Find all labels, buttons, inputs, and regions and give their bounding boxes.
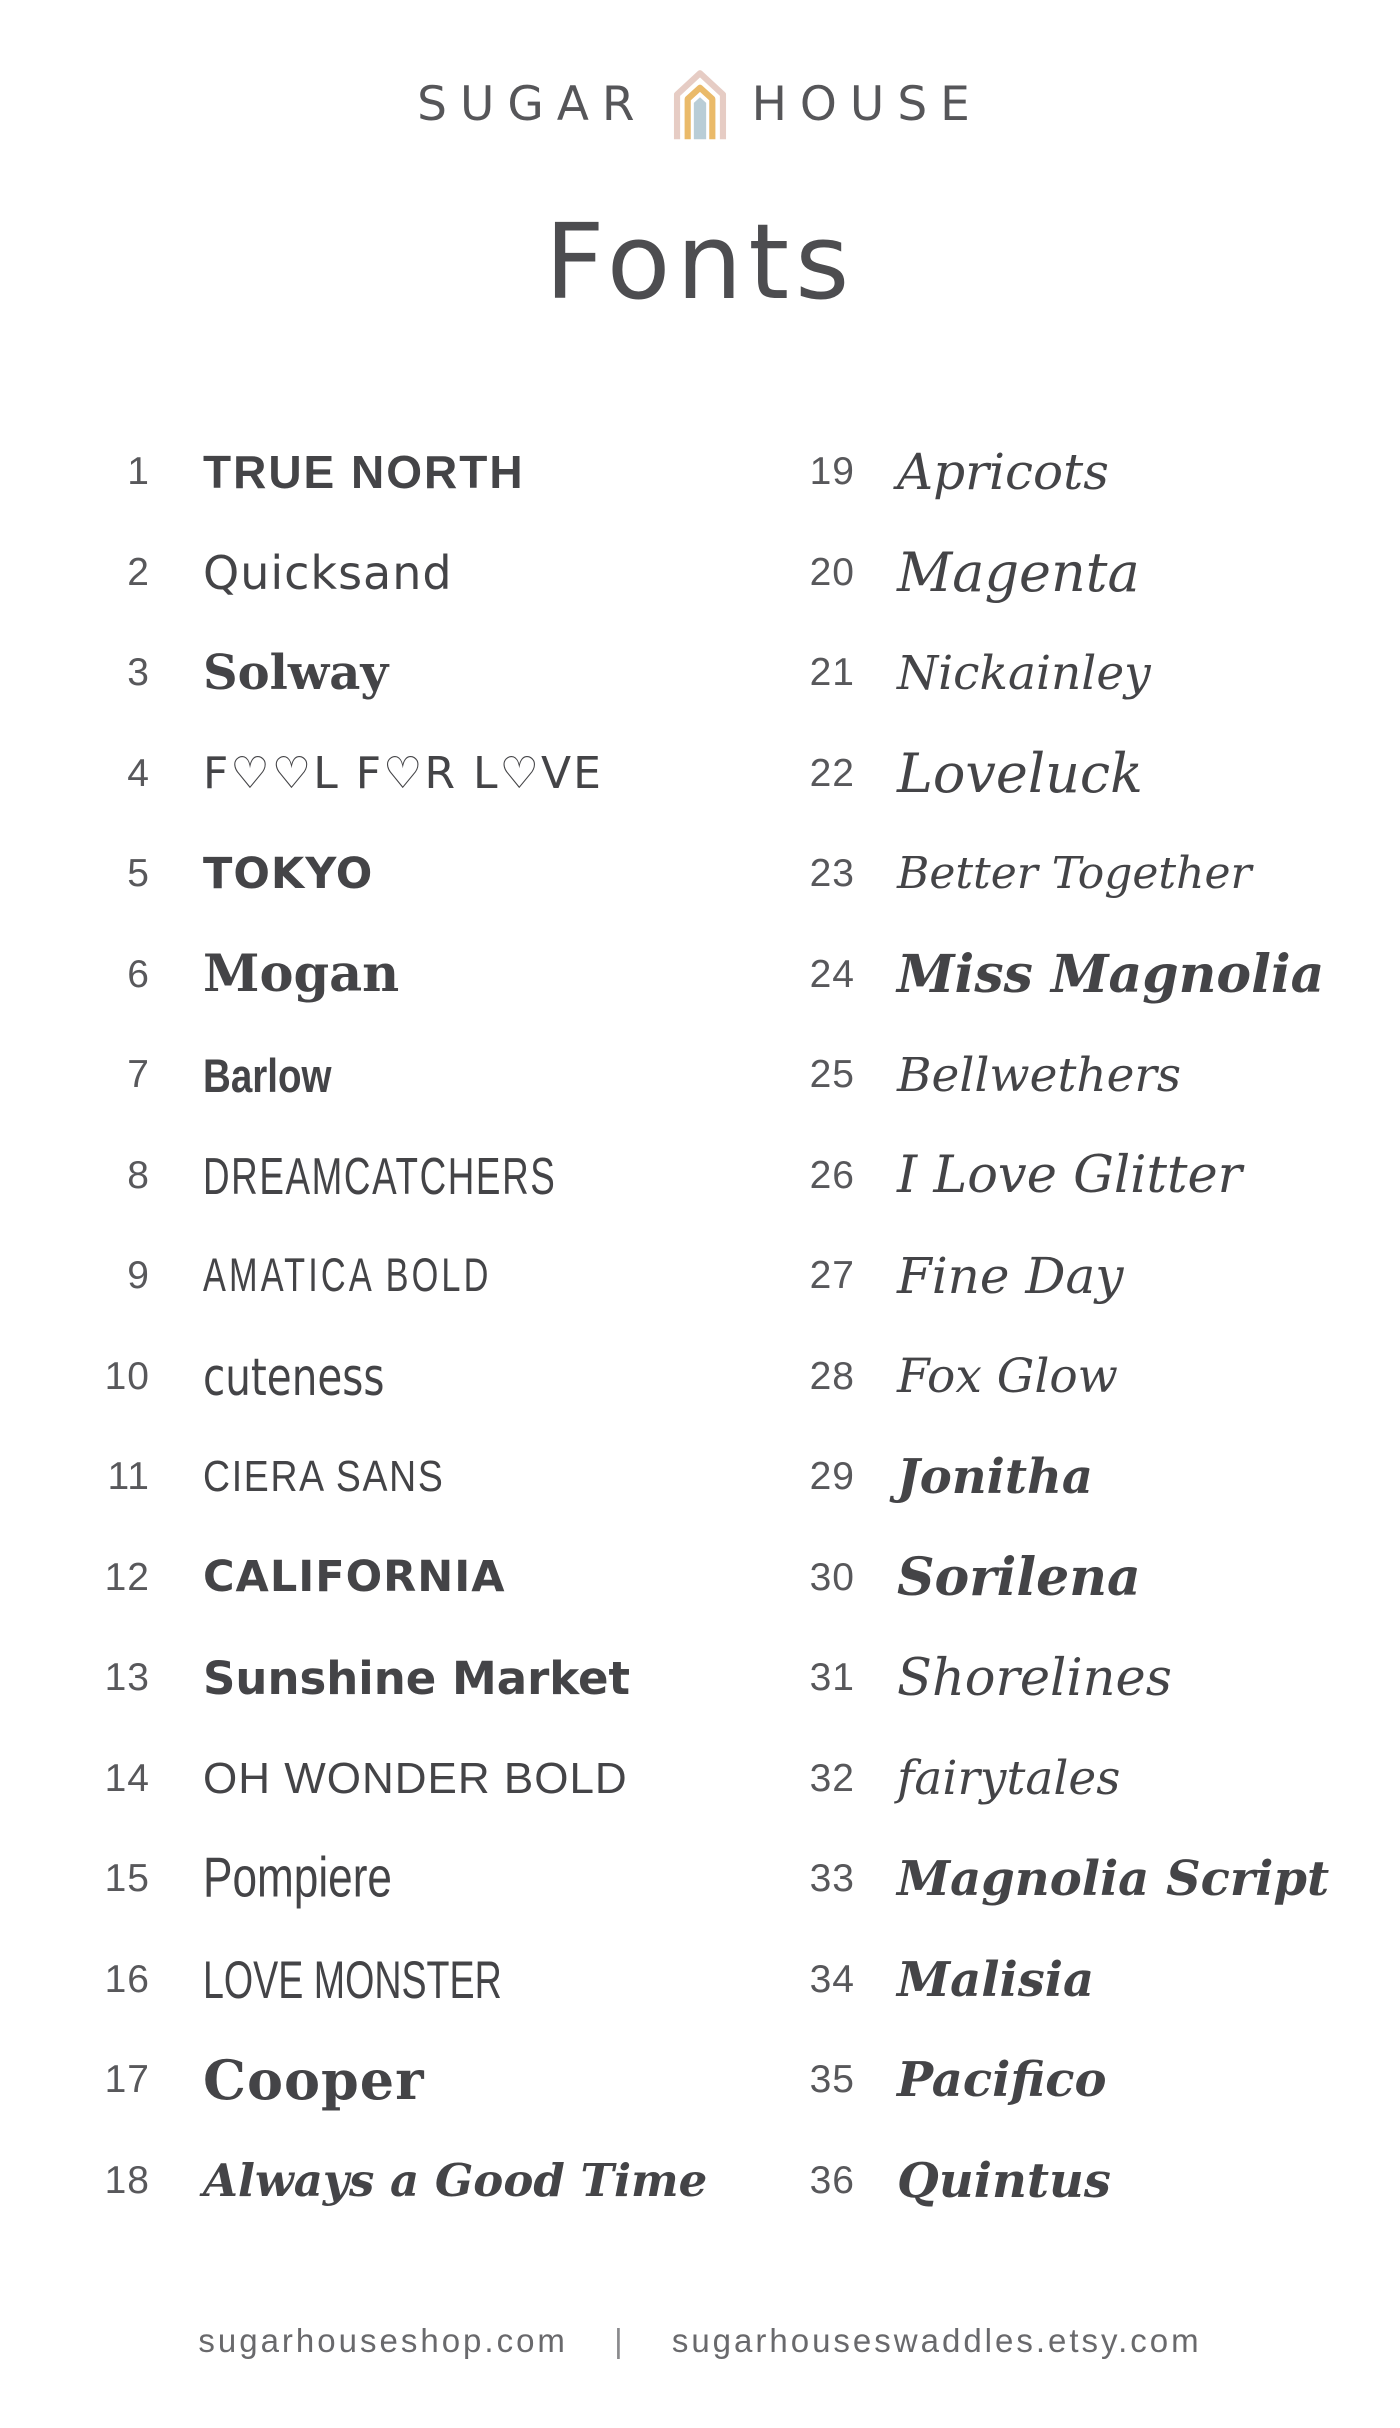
font-name: Loveluck xyxy=(897,741,1143,805)
font-name: LOVE MONSTER xyxy=(203,1950,502,2010)
logo-word-sugar: SUGAR xyxy=(417,76,648,132)
font-number: 30 xyxy=(809,1555,855,1599)
font-row xyxy=(700,1729,1400,1830)
font-number: 15 xyxy=(104,1857,150,1901)
font-number: 19 xyxy=(809,450,855,494)
font-name: DREAMCATCHERS xyxy=(203,1146,557,1205)
font-number: 34 xyxy=(809,1957,855,2001)
font-row xyxy=(700,2131,1400,2232)
font-number: 4 xyxy=(127,751,150,795)
footer-separator: | xyxy=(614,2322,626,2359)
house-icon xyxy=(672,62,728,146)
font-name: Fine Day xyxy=(897,1247,1124,1306)
font-name: F♡♡L F♡R L♡VE xyxy=(203,747,603,799)
font-row xyxy=(700,724,1400,825)
font-row xyxy=(0,724,700,825)
font-number: 17 xyxy=(104,2058,150,2102)
font-row xyxy=(0,1829,700,1930)
font-name: TOKYO xyxy=(203,848,374,899)
font-number: 2 xyxy=(127,550,150,594)
footer-etsy-url: sugarhouseswaddles.etsy.com xyxy=(671,2322,1202,2359)
font-row xyxy=(700,1528,1400,1629)
font-row xyxy=(0,2030,700,2131)
font-number: 12 xyxy=(104,1555,150,1599)
font-row xyxy=(700,1427,1400,1528)
font-name: OH WONDER BOLD xyxy=(203,1753,628,1803)
font-number: 6 xyxy=(127,952,150,996)
font-number: 29 xyxy=(809,1455,855,1499)
font-row xyxy=(700,824,1400,925)
footer xyxy=(0,2322,1400,2360)
font-row xyxy=(700,1226,1400,1327)
left-column xyxy=(0,422,708,2231)
font-row xyxy=(0,1327,700,1428)
font-row xyxy=(0,1126,700,1227)
font-name: Nickainley xyxy=(897,645,1151,701)
font-name: Solway xyxy=(203,645,389,702)
font-number: 13 xyxy=(104,1656,150,1700)
font-name: Always a Good Time xyxy=(203,2154,708,2208)
font-name: Bellwethers xyxy=(897,1047,1182,1103)
font-number: 11 xyxy=(107,1455,150,1499)
font-name: cuteness xyxy=(203,1346,385,1407)
font-row xyxy=(0,1930,700,2031)
font-number: 24 xyxy=(809,952,855,996)
page-title: Fonts xyxy=(544,201,856,323)
font-row xyxy=(0,1729,700,1830)
font-name: TRUE NORTH xyxy=(203,446,525,499)
font-number: 10 xyxy=(104,1354,150,1398)
font-name: Sorilena xyxy=(897,1546,1141,1608)
font-name: Fox Glow xyxy=(897,1349,1118,1405)
font-row xyxy=(700,1930,1400,2031)
font-number: 25 xyxy=(809,1053,855,1097)
font-name: CIERA SANS xyxy=(203,1452,445,1502)
font-row xyxy=(700,2030,1400,2131)
font-name: Magenta xyxy=(897,540,1140,604)
font-number: 33 xyxy=(809,1857,855,1901)
font-number: 32 xyxy=(809,1756,855,1800)
font-number: 31 xyxy=(809,1656,855,1700)
font-number: 18 xyxy=(104,2158,150,2202)
font-row xyxy=(0,623,700,724)
font-name: Better Together xyxy=(897,848,1252,900)
logo-word-house: HOUSE xyxy=(751,76,983,132)
font-row xyxy=(700,523,1400,624)
font-name: Magnolia Script xyxy=(897,1851,1330,1908)
font-row xyxy=(0,2131,708,2232)
font-name: Cooper xyxy=(203,2048,425,2113)
font-number: 23 xyxy=(809,852,855,896)
font-name: Shorelines xyxy=(897,1648,1172,1708)
font-row xyxy=(700,1327,1400,1428)
font-row xyxy=(0,1226,700,1327)
font-number: 26 xyxy=(809,1153,855,1197)
font-name: Miss Magnolia xyxy=(897,943,1325,1005)
font-number: 8 xyxy=(127,1153,150,1197)
font-row xyxy=(0,1628,700,1729)
font-row xyxy=(0,824,700,925)
font-number: 16 xyxy=(104,1957,150,2001)
font-row xyxy=(700,1628,1400,1729)
font-number: 20 xyxy=(809,550,855,594)
font-row xyxy=(700,1829,1400,1930)
font-number: 21 xyxy=(809,651,855,695)
font-row xyxy=(0,1528,700,1629)
font-number: 35 xyxy=(809,2058,855,2102)
font-number: 22 xyxy=(809,751,855,795)
font-number: 27 xyxy=(809,1254,855,1298)
font-row xyxy=(0,1025,700,1126)
font-name: I Love Glitter xyxy=(897,1146,1243,1206)
font-name: Pompiere xyxy=(203,1847,393,1910)
font-name: Quicksand xyxy=(203,545,453,600)
font-name: Pacifico xyxy=(897,2052,1107,2109)
font-row xyxy=(700,623,1400,724)
font-number: 9 xyxy=(127,1254,150,1298)
right-column xyxy=(700,422,1400,2231)
font-number: 1 xyxy=(127,450,150,494)
font-name: Sunshine Market xyxy=(203,1651,631,1705)
font-name: Mogan xyxy=(203,944,400,1005)
font-row xyxy=(700,1025,1400,1126)
font-name: Barlow xyxy=(203,1048,332,1102)
font-name: Jonitha xyxy=(897,1449,1094,1506)
logo xyxy=(0,62,1400,146)
font-row xyxy=(0,925,700,1026)
font-name: CALIFORNIA xyxy=(203,1552,506,1603)
font-name: Apricots xyxy=(897,443,1109,502)
font-row xyxy=(0,1427,700,1528)
font-name: AMATICA BOLD xyxy=(203,1249,492,1303)
font-row xyxy=(700,422,1400,523)
font-number: 14 xyxy=(104,1756,150,1800)
font-row xyxy=(700,925,1400,1026)
font-number: 5 xyxy=(127,852,150,896)
font-row xyxy=(0,523,700,624)
footer-site-url: sugarhouseshop.com xyxy=(198,2322,568,2359)
font-name: Quintus xyxy=(897,2152,1111,2209)
font-number: 7 xyxy=(127,1053,150,1097)
font-number: 36 xyxy=(809,2158,855,2202)
font-name: Malisia xyxy=(897,1951,1095,2008)
font-number: 28 xyxy=(809,1354,855,1398)
font-name: fairytales xyxy=(897,1751,1121,1807)
font-row xyxy=(700,1126,1400,1227)
font-row xyxy=(0,422,700,523)
font-number: 3 xyxy=(127,651,150,695)
